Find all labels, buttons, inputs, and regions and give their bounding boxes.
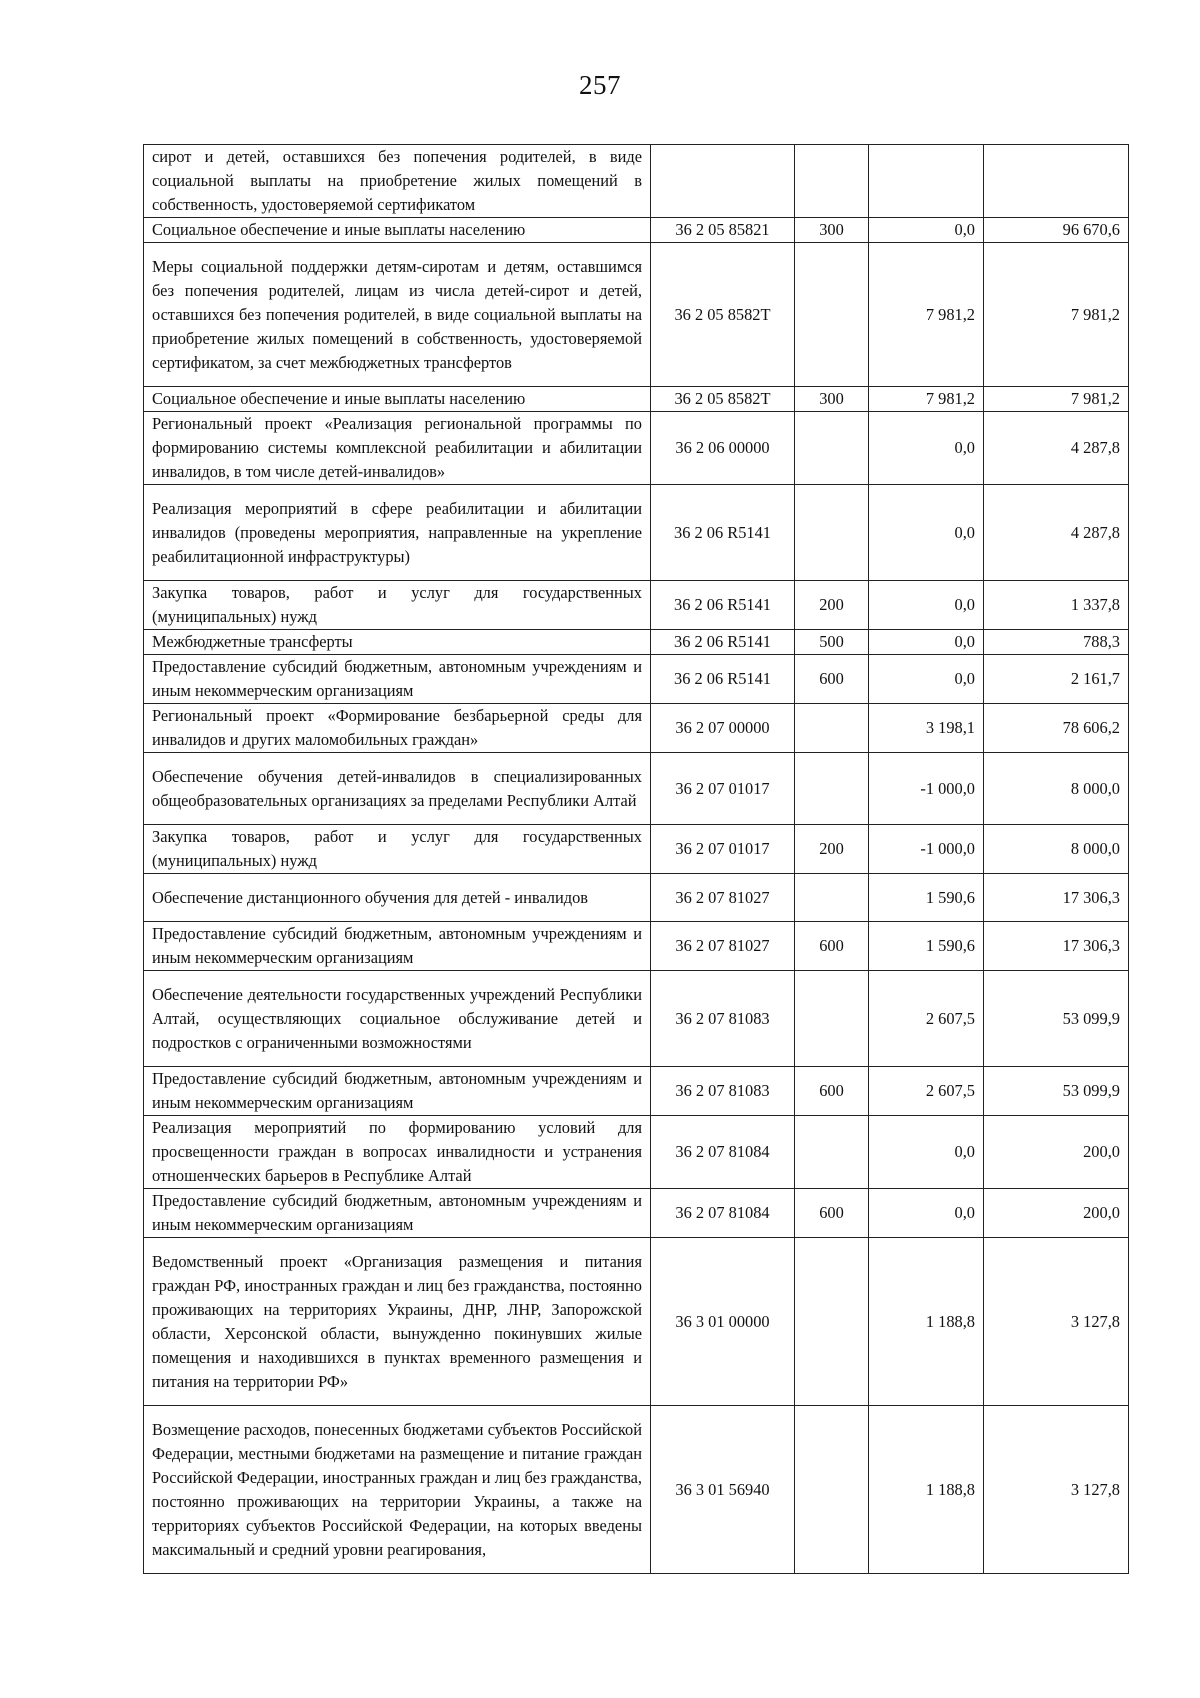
table-row bbox=[144, 243, 1129, 387]
table-row bbox=[144, 1067, 1129, 1116]
row-total-amount: 7 981,2 bbox=[984, 243, 1129, 387]
row-name: Региональный проект «Формирование безбарьерной среды для инвалидов и других маломобильных граждан» bbox=[144, 704, 651, 753]
row-change-amount: 7 981,2 bbox=[869, 243, 984, 387]
row-code: 36 2 05 85821 bbox=[651, 218, 795, 243]
row-name: Обеспечение дистанционного обучения для детей - инвалидов bbox=[144, 874, 651, 922]
table-row bbox=[144, 704, 1129, 753]
table-row bbox=[144, 485, 1129, 581]
row-code: 36 3 01 56940 bbox=[651, 1406, 795, 1574]
row-change-amount: 2 607,5 bbox=[869, 1067, 984, 1116]
row-name: Межбюджетные трансферты bbox=[144, 630, 651, 655]
row-total-amount: 200,0 bbox=[984, 1116, 1129, 1189]
table-row bbox=[144, 1406, 1129, 1574]
table-row bbox=[144, 874, 1129, 922]
row-total-amount: 53 099,9 bbox=[984, 1067, 1129, 1116]
row-name: Обеспечение обучения детей-инвалидов в специализированных общеобразовательных организациях за пределами Республики Алтай bbox=[144, 753, 651, 825]
row-expense-type bbox=[795, 753, 869, 825]
table-row bbox=[144, 581, 1129, 630]
row-change-amount: -1 000,0 bbox=[869, 825, 984, 874]
row-change-amount: 7 981,2 bbox=[869, 387, 984, 412]
row-change-amount: 2 607,5 bbox=[869, 971, 984, 1067]
row-change-amount: -1 000,0 bbox=[869, 753, 984, 825]
row-expense-type bbox=[795, 971, 869, 1067]
row-expense-type bbox=[795, 412, 869, 485]
row-code: 36 2 06 00000 bbox=[651, 412, 795, 485]
table-row bbox=[144, 971, 1129, 1067]
row-name: Возмещение расходов, понесенных бюджетами субъектов Российской Федерации, местными бюджетами на размещение и питание граждан Российской Федерации, иностранных граждан и лиц без гражданства, постоянно проживающих на территории Украины, а также на территориях субъектов Российской Федерации, на которых введены максимальный и средний уровни реагирования, bbox=[144, 1406, 651, 1574]
row-code: 36 2 05 8582Т bbox=[651, 387, 795, 412]
row-total-amount: 8 000,0 bbox=[984, 753, 1129, 825]
page-number: 257 bbox=[579, 70, 621, 100]
row-name: Предоставление субсидий бюджетным, автономным учреждениям и иным некоммерческим организациям bbox=[144, 1189, 651, 1238]
row-code: 36 2 07 81084 bbox=[651, 1116, 795, 1189]
row-total-amount: 7 981,2 bbox=[984, 387, 1129, 412]
table-row bbox=[144, 1189, 1129, 1238]
row-name: Предоставление субсидий бюджетным, автономным учреждениям и иным некоммерческим организациям bbox=[144, 1067, 651, 1116]
table-row bbox=[144, 825, 1129, 874]
row-change-amount: 0,0 bbox=[869, 412, 984, 485]
row-code: 36 2 06 R5141 bbox=[651, 630, 795, 655]
row-total-amount: 788,3 bbox=[984, 630, 1129, 655]
row-total-amount: 3 127,8 bbox=[984, 1406, 1129, 1574]
table-row bbox=[144, 1116, 1129, 1189]
row-name: Реализация мероприятий в сфере реабилитации и абилитации инвалидов (проведены мероприятия, направленные на укрепление реабилитационной инфраструктуры) bbox=[144, 485, 651, 581]
row-code bbox=[651, 145, 795, 218]
row-code: 36 3 01 00000 bbox=[651, 1238, 795, 1406]
row-expense-type: 300 bbox=[795, 218, 869, 243]
row-expense-type bbox=[795, 243, 869, 387]
row-expense-type: 600 bbox=[795, 1067, 869, 1116]
row-expense-type bbox=[795, 874, 869, 922]
row-code: 36 2 05 8582Т bbox=[651, 243, 795, 387]
budget-table bbox=[143, 144, 1129, 1574]
row-change-amount: 1 188,8 bbox=[869, 1238, 984, 1406]
row-change-amount: 0,0 bbox=[869, 655, 984, 704]
row-expense-type: 500 bbox=[795, 630, 869, 655]
row-total-amount: 3 127,8 bbox=[984, 1238, 1129, 1406]
row-expense-type bbox=[795, 485, 869, 581]
row-total-amount: 1 337,8 bbox=[984, 581, 1129, 630]
row-code: 36 2 07 81084 bbox=[651, 1189, 795, 1238]
row-code: 36 2 06 R5141 bbox=[651, 581, 795, 630]
row-name: Закупка товаров, работ и услуг для государственных (муниципальных) нужд bbox=[144, 581, 651, 630]
row-name: Ведомственный проект «Организация размещения и питания граждан РФ, иностранных граждан и лиц без гражданства, постоянно проживающих на территориях Украины, ДНР, ЛНР, Запорожской области, Херсонской области, вынужденно покинувших жилые помещения и находившихся в пунктах временного размещения и питания на территории РФ» bbox=[144, 1238, 651, 1406]
row-name: Региональный проект «Реализация региональной программы по формированию системы комплексной реабилитации и абилитации инвалидов, в том числе детей-инвалидов» bbox=[144, 412, 651, 485]
row-code: 36 2 07 01017 bbox=[651, 753, 795, 825]
row-name: Реализация мероприятий по формированию условий для просвещенности граждан в вопросах инвалидности и устранения отношенческих барьеров в Республике Алтай bbox=[144, 1116, 651, 1189]
row-total-amount: 200,0 bbox=[984, 1189, 1129, 1238]
table-row bbox=[144, 630, 1129, 655]
row-total-amount: 78 606,2 bbox=[984, 704, 1129, 753]
row-total-amount: 17 306,3 bbox=[984, 922, 1129, 971]
row-total-amount: 4 287,8 bbox=[984, 485, 1129, 581]
row-change-amount: 0,0 bbox=[869, 485, 984, 581]
table-row bbox=[144, 922, 1129, 971]
row-code: 36 2 07 81083 bbox=[651, 1067, 795, 1116]
row-code: 36 2 07 00000 bbox=[651, 704, 795, 753]
table-row bbox=[144, 387, 1129, 412]
row-code: 36 2 07 81027 bbox=[651, 922, 795, 971]
table-row bbox=[144, 753, 1129, 825]
row-expense-type: 600 bbox=[795, 1189, 869, 1238]
row-expense-type: 600 bbox=[795, 655, 869, 704]
row-expense-type: 600 bbox=[795, 922, 869, 971]
row-expense-type: 300 bbox=[795, 387, 869, 412]
row-total-amount: 2 161,7 bbox=[984, 655, 1129, 704]
table-row bbox=[144, 655, 1129, 704]
row-total-amount: 4 287,8 bbox=[984, 412, 1129, 485]
row-code: 36 2 06 R5141 bbox=[651, 485, 795, 581]
row-change-amount: 0,0 bbox=[869, 218, 984, 243]
row-change-amount: 3 198,1 bbox=[869, 704, 984, 753]
row-name: Предоставление субсидий бюджетным, автономным учреждениям и иным некоммерческим организациям bbox=[144, 655, 651, 704]
table-row bbox=[144, 1238, 1129, 1406]
row-expense-type: 200 bbox=[795, 825, 869, 874]
table-row bbox=[144, 218, 1129, 243]
row-change-amount: 1 188,8 bbox=[869, 1406, 984, 1574]
row-total-amount: 8 000,0 bbox=[984, 825, 1129, 874]
row-change-amount: 0,0 bbox=[869, 1189, 984, 1238]
row-total-amount: 17 306,3 bbox=[984, 874, 1129, 922]
row-expense-type bbox=[795, 1238, 869, 1406]
row-name: сирот и детей, оставшихся без попечения родителей, в виде социальной выплаты на приобретение жилых помещений в собственность, удостоверяемой сертификатом bbox=[144, 145, 651, 218]
row-name: Предоставление субсидий бюджетным, автономным учреждениям и иным некоммерческим организациям bbox=[144, 922, 651, 971]
table-row bbox=[144, 412, 1129, 485]
row-change-amount: 0,0 bbox=[869, 630, 984, 655]
row-name: Обеспечение деятельности государственных учреждений Республики Алтай, осуществляющих социальное обслуживание детей и подростков с ограниченными возможностями bbox=[144, 971, 651, 1067]
row-code: 36 2 06 R5141 bbox=[651, 655, 795, 704]
row-code: 36 2 07 01017 bbox=[651, 825, 795, 874]
row-change-amount: 1 590,6 bbox=[869, 874, 984, 922]
row-change-amount: 0,0 bbox=[869, 581, 984, 630]
row-name: Социальное обеспечение и иные выплаты населению bbox=[144, 218, 651, 243]
row-change-amount: 0,0 bbox=[869, 1116, 984, 1189]
row-name: Социальное обеспечение и иные выплаты населению bbox=[144, 387, 651, 412]
row-code: 36 2 07 81083 bbox=[651, 971, 795, 1067]
row-name: Меры социальной поддержки детям-сиротам и детям, оставшимся без попечения родителей, лицам из числа детей-сирот и детей, оставшихся без попечения родителей, в виде социальной выплаты на приобретение жилых помещений в собственность, удостоверяемой сертификатом, за счет межбюджетных трансфертов bbox=[144, 243, 651, 387]
row-expense-type bbox=[795, 145, 869, 218]
row-change-amount bbox=[869, 145, 984, 218]
row-total-amount: 96 670,6 bbox=[984, 218, 1129, 243]
table-row bbox=[144, 145, 1129, 218]
row-expense-type bbox=[795, 1116, 869, 1189]
row-expense-type: 200 bbox=[795, 581, 869, 630]
row-change-amount: 1 590,6 bbox=[869, 922, 984, 971]
row-expense-type bbox=[795, 1406, 869, 1574]
row-total-amount bbox=[984, 145, 1129, 218]
row-code: 36 2 07 81027 bbox=[651, 874, 795, 922]
row-expense-type bbox=[795, 704, 869, 753]
row-name: Закупка товаров, работ и услуг для государственных (муниципальных) нужд bbox=[144, 825, 651, 874]
row-total-amount: 53 099,9 bbox=[984, 971, 1129, 1067]
